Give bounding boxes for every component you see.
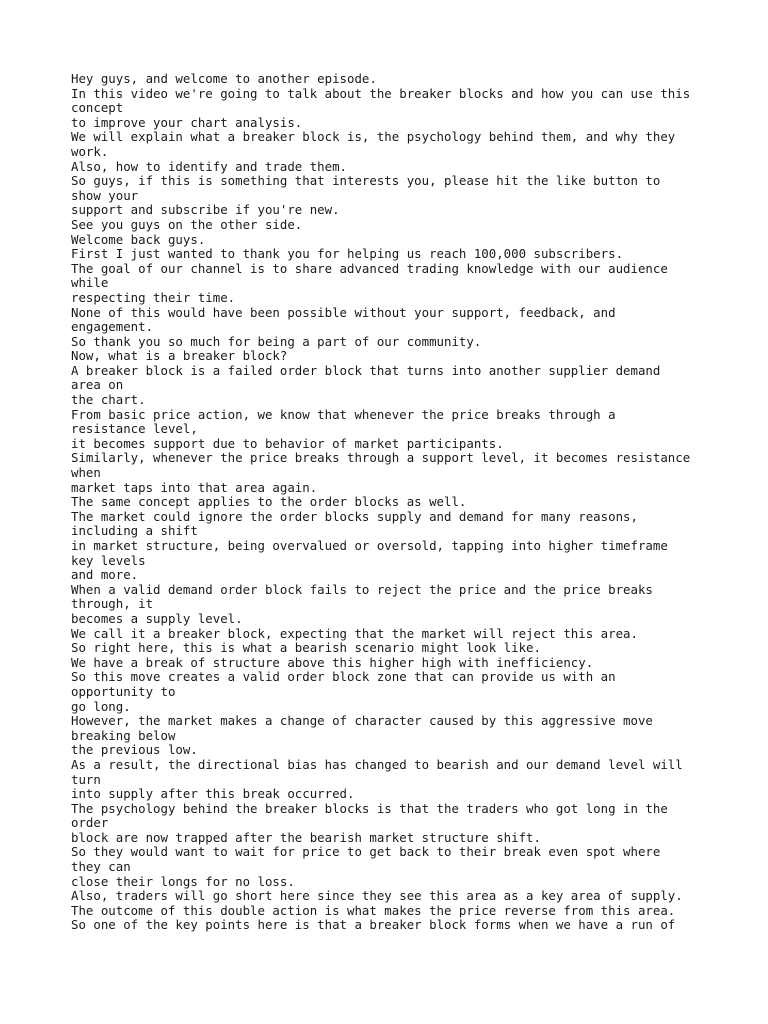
text-line: into supply after this break occurred.	[71, 786, 355, 802]
text-line: the previous low.	[71, 742, 198, 758]
text-line: area on	[71, 377, 124, 393]
text-line: resistance level,	[71, 421, 198, 437]
text-line: Hey guys, and welcome to another episode.	[71, 71, 377, 86]
text-line: So right here, this is what a bearish scenario might look like.	[71, 640, 541, 656]
text-line: in market structure, being overvalued or oversold, tapping into higher timeframe	[71, 538, 668, 553]
text-line: they can	[71, 859, 131, 875]
text-line: work.	[71, 143, 109, 159]
text-line: including a shift	[71, 523, 198, 539]
text-line: So this move creates a valid order block zone that can provide us with an	[71, 669, 616, 685]
transcript-page	[71, 72, 721, 933]
text-line: key levels	[71, 552, 146, 568]
text-line: opportunity to	[71, 683, 176, 699]
text-line: close their longs for no loss.	[71, 873, 295, 889]
text-line: Now, what is a breaker block?	[71, 348, 288, 364]
text-line: and more.	[71, 567, 139, 583]
text-line: So they would want to wait for price to get back to their break even spot where	[71, 844, 661, 860]
text-line: Similarly, whenever the price breaks through a support level, it becomes resistance	[71, 450, 691, 466]
text-line: See you guys on the other side.	[71, 216, 303, 232]
text-line: block are now trapped after the bearish market structure shift.	[71, 829, 541, 845]
text-line: However, the market makes a change of character caused by this aggressive move	[71, 713, 653, 729]
text-line: engagement.	[71, 319, 154, 335]
text-line: Welcome back guys.	[71, 231, 206, 247]
text-line: breaking below	[71, 727, 176, 743]
text-line: support and subscribe if you're new.	[71, 202, 340, 218]
text-line: When a valid demand order block fails to reject the price and the price breaks	[71, 581, 653, 597]
text-line: We will explain what a breaker block is, the psychology behind them, and why they	[71, 129, 676, 145]
text-line: So one of the key points here is that a breaker block forms when we have a run of	[71, 917, 676, 933]
text-line: Also, how to identify and trade them.	[71, 158, 348, 174]
text-line: In this video we're going to talk about the breaker blocks and how you can use this	[71, 85, 691, 101]
text-line: So guys, if this is something that interests you, please hit the like button to	[71, 173, 661, 189]
text-line: We have a break of structure above this higher high with inefficiency.	[71, 654, 594, 670]
text-line: to improve your chart analysis.	[71, 114, 303, 130]
text-line: The goal of our channel is to share advanced trading knowledge with our audience	[71, 260, 668, 276]
text-line: when	[71, 465, 101, 481]
text-line: The same concept applies to the order blocks as well.	[71, 494, 467, 510]
text-line: while	[71, 275, 109, 291]
text-line: through, it	[71, 596, 154, 612]
text-line: As a result, the directional bias has changed to bearish and our demand level will	[71, 756, 683, 772]
text-line: the chart.	[71, 392, 146, 408]
text-line: We call it a breaker block, expecting that the market will reject this area.	[71, 625, 638, 641]
text-line: becomes a supply level.	[71, 610, 243, 626]
text-line: show your	[71, 187, 139, 203]
text-line: order	[71, 815, 109, 831]
text-line: None of this would have been possible without your support, feedback, and	[71, 304, 616, 320]
text-line: it becomes support due to behavior of market participants.	[71, 435, 504, 451]
text-line: A breaker block is a failed order block that turns into another supplier demand	[71, 362, 661, 378]
text-line: So thank you so much for being a part of our community.	[71, 333, 482, 349]
text-line: First I just wanted to thank you for helping us reach 100,000 subscribers.	[71, 246, 624, 262]
text-line: The market could ignore the order blocks supply and demand for many reasons,	[71, 508, 638, 524]
text-line: The psychology behind the breaker blocks is that the traders who got long in the	[71, 800, 668, 816]
text-line: market taps into that area again.	[71, 479, 318, 495]
text-line: concept	[71, 100, 124, 116]
text-line: respecting their time.	[71, 289, 236, 305]
text-line: go long.	[71, 698, 131, 714]
text-line: turn	[71, 771, 101, 787]
text-line: From basic price action, we know that whenever the price breaks through a	[71, 406, 616, 422]
text-line: The outcome of this double action is what makes the price reverse from this area.	[71, 902, 676, 918]
text-line: Also, traders will go short here since they see this area as a key area of supply.	[71, 888, 683, 904]
